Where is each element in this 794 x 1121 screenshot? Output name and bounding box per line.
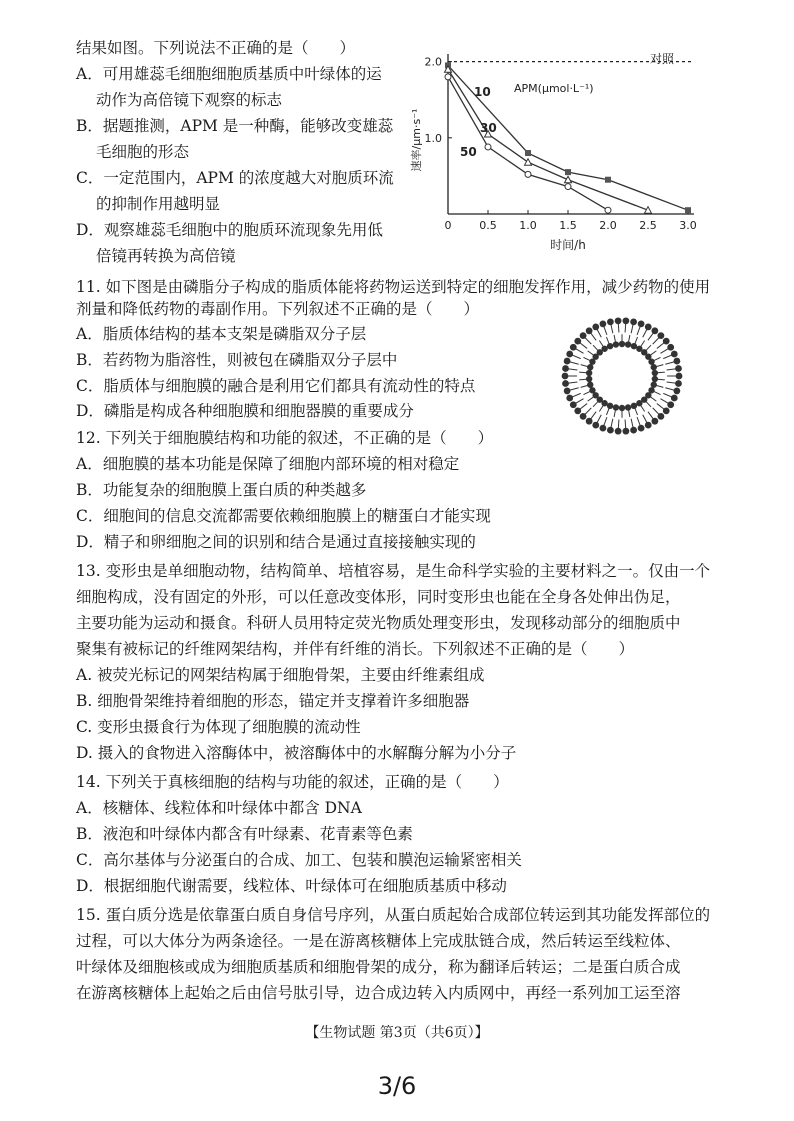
phospholipid-head xyxy=(630,427,637,434)
q12-stem: 12. 下列关于细胞膜结构和功能的叙述，不正确的是（ ） xyxy=(76,429,494,447)
q10-option-b-cont: 毛细胞的形态 xyxy=(96,143,190,161)
phospholipid-head xyxy=(570,401,577,408)
phospholipid-head xyxy=(638,425,645,432)
x-tick-label: 3.0 xyxy=(679,219,697,232)
series-point-50 xyxy=(565,184,571,190)
phospholipid-head xyxy=(587,364,593,370)
y-axis-label: 速率/μm·s⁻¹ xyxy=(410,108,423,172)
phospholipid-head xyxy=(658,413,665,420)
legend-title: APM(μmol·L⁻¹) xyxy=(514,82,594,95)
phospholipid-head xyxy=(619,341,625,347)
phospholipid-head xyxy=(671,395,678,402)
x-tick-label: 1.5 xyxy=(559,219,577,232)
y-tick-label: 1.0 xyxy=(424,131,442,145)
phospholipid-head xyxy=(675,380,682,387)
phospholipid-head xyxy=(601,346,607,352)
q14-option-a: A．核糖体、线粒体和叶绿体中都含 DNA xyxy=(76,799,362,817)
q12-option-a: A．细胞膜的基本功能是保障了细胞内部环境的相对稳定 xyxy=(76,455,460,473)
x-tick-label: 1.0 xyxy=(519,219,537,232)
phospholipid-head xyxy=(600,425,607,432)
q12-option-b: B．功能复杂的细胞膜上蛋白质的种类越多 xyxy=(76,481,367,499)
series-point-10 xyxy=(525,150,531,156)
q15-line4: 在游离核糖体上起始之后由信号肽引导，边合成边转入内质网中，再经一系列加工运至溶 xyxy=(76,984,681,1002)
phospholipid-head xyxy=(574,338,581,345)
phospholipid-head xyxy=(615,317,622,324)
phospholipid-head xyxy=(663,338,670,345)
series-label-30: 30 xyxy=(480,121,497,135)
phospholipid-head xyxy=(607,427,614,434)
phospholipid-head xyxy=(667,344,674,351)
series-label-10: 10 xyxy=(474,85,491,99)
q10-option-a: A．可用雄蕊毛细胞细胞质基质中叶绿体的运 xyxy=(76,65,382,83)
phospholipid-head xyxy=(586,370,592,376)
q14-option-c: C．高尔基体与分泌蛋白的合成、加工、包装和膜泡运输紧密相关 xyxy=(76,851,522,869)
phospholipid-head xyxy=(586,327,593,334)
phospholipid-head xyxy=(564,388,571,395)
phospholipid-head xyxy=(638,321,645,328)
q13-option-d: D. 摄入的食物进入溶酶体中，被溶酶体中的水解酶分解为小分子 xyxy=(76,744,517,762)
series-point-30 xyxy=(565,176,572,183)
q14-option-b: B．液泡和叶绿体内都含有叶绿素、花青素等色素 xyxy=(76,825,413,843)
phospholipid-head xyxy=(600,321,607,328)
phospholipid-head xyxy=(645,324,652,331)
q11-option-d: D．磷脂是构成各种细胞膜和细胞器膜的重要成分 xyxy=(76,402,414,420)
q14-stem: 14. 下列关于真核细胞的结构与功能的叙述，正确的是（ ） xyxy=(76,773,509,791)
y-tick-label: 2.0 xyxy=(424,55,442,69)
q11-stem-line1: 11. 如下图是由磷脂分子构成的脂质体能将药物运送到特定的细胞发挥作用，减少药物的使用 xyxy=(76,278,711,296)
phospholipid-head xyxy=(676,373,683,380)
q15-line3: 叶绿体及细胞核或成为细胞质基质和细胞骨架的成分，称为翻译后转运；二是蛋白质合成 xyxy=(76,958,681,976)
series-point-50 xyxy=(605,207,611,213)
phospholipid-head xyxy=(566,351,573,358)
phospholipid-head xyxy=(673,358,680,365)
q10-option-c: C．一定范围内，APM 的浓度越大对胞质环流 xyxy=(76,169,394,187)
phospholipid-head xyxy=(562,365,569,372)
phospholipid-head xyxy=(651,327,658,334)
series-point-50 xyxy=(525,171,531,177)
series-point-50 xyxy=(485,144,491,150)
phospholipid-head xyxy=(592,422,599,429)
phospholipid-head xyxy=(675,365,682,372)
apm-rate-chart xyxy=(392,48,722,258)
phospholipid-head xyxy=(648,359,654,365)
phospholipid-head xyxy=(607,403,613,409)
phospholipid-head xyxy=(622,317,629,324)
phospholipid-head xyxy=(570,344,577,351)
q10-option-c-cont: 的抑制作用越明显 xyxy=(96,195,221,213)
control-label: 对照 xyxy=(650,52,675,66)
phospholipid-head xyxy=(586,418,593,425)
q11-option-b: B．若药物为脂溶性，则被包在磷脂双分子层中 xyxy=(76,351,398,369)
phospholipid-head xyxy=(625,341,631,347)
q13-stem-line1: 13. 变形虫是单细胞动物，结构简单、培植容易，是生命科学实验的主要材料之一。仅由一个 xyxy=(76,562,711,580)
series-point-10 xyxy=(565,169,571,175)
phospholipid-head xyxy=(622,428,629,435)
phospholipid-head xyxy=(587,382,593,388)
phospholipid-head xyxy=(631,403,637,409)
series-point-10 xyxy=(685,207,691,213)
q10-option-b: B．据题推测，APM 是一种酶，能够改变雄蕊 xyxy=(76,117,394,135)
phospholipid-head xyxy=(625,404,631,410)
phospholipid-head xyxy=(562,373,569,380)
phospholipid-head xyxy=(651,382,657,388)
q15-line2: 过程，可以大体分为两条途径。一是在游离核糖体上完成肽链合成，然后转运至线粒体、 xyxy=(76,932,681,950)
page-number: 3/6 xyxy=(377,1072,417,1100)
liposome-figure xyxy=(546,314,698,438)
q11-option-c: C．脂质体与细胞膜的融合是利用它们都具有流动性的特点 xyxy=(76,377,476,395)
q12-option-d: D．精子和卵细胞之间的识别和结合是通过直接接触实现的 xyxy=(76,533,476,551)
phospholipid-head xyxy=(589,387,595,393)
phospholipid-head xyxy=(663,407,670,414)
phospholipid-head xyxy=(562,380,569,387)
q13-option-b: B. 细胞骨架维持着细胞的形态，锚定并支撑着许多细胞器 xyxy=(76,692,470,710)
series-label-50: 50 xyxy=(460,145,477,159)
phospholipid-head xyxy=(566,395,573,402)
phospholipid-head xyxy=(613,341,619,347)
phospholipid-head xyxy=(580,413,587,420)
series-point-10 xyxy=(605,177,611,183)
q13-stem-line4: 聚集有被标记的纤维网架结构，并伴有纤维的消长。下列叙述不正确的是（ ） xyxy=(76,640,635,658)
phospholipid-head xyxy=(564,358,571,365)
phospholipid-head xyxy=(574,407,581,414)
phospholipid-head xyxy=(615,428,622,435)
series-line-50 xyxy=(448,77,608,210)
x-tick-label: 0.5 xyxy=(479,219,497,232)
phospholipid-head xyxy=(667,401,674,408)
phospholipid-head xyxy=(631,343,637,349)
phospholipid-head xyxy=(592,324,599,331)
q11-option-a: A．脂质体结构的基本支架是磷脂双分子层 xyxy=(76,325,367,343)
x-tick-label: 2.0 xyxy=(599,219,617,232)
phospholipid-head xyxy=(630,318,637,325)
q13-stem-line3: 主要功能为运动和摄食。科研人员用特定荧光物质处理变形虫，发现移动部分的细胞质中 xyxy=(76,614,681,632)
q13-option-c: C. 变形虫摄食行为体现了细胞膜的流动性 xyxy=(76,718,361,736)
q15-line1: 15. 蛋白质分选是依靠蛋白质自身信号序列，从蛋白质起始合成部位转运到其功能发挥部位的 xyxy=(76,906,711,924)
q13-stem-line2: 细胞构成，没有固定的外形，可以任意改变体形，同时变形虫也能在全身各处伸出伪足， xyxy=(76,588,681,606)
phospholipid-head xyxy=(607,318,614,325)
phospholipid-head xyxy=(586,376,592,382)
q10-option-a-cont: 动作为高倍镜下观察的标志 xyxy=(96,91,283,109)
phospholipid-head xyxy=(613,404,619,410)
q12-option-c: C．细胞间的信息交流都需要依赖细胞膜上的糖蛋白才能实现 xyxy=(76,507,491,525)
phospholipid-head xyxy=(673,388,680,395)
x-tick-label: 2.5 xyxy=(639,219,657,232)
q14-option-d: D．根据细胞代谢需要，线粒体、叶绿体可在细胞质基质中移动 xyxy=(76,877,507,895)
x-axis-label: 时间/h xyxy=(550,238,586,252)
q10-option-d: D．观察雄蕊毛细胞中的胞质环流现象先用低 xyxy=(76,221,383,239)
q10-option-d-cont: 倍镜再转换为高倍镜 xyxy=(96,247,236,265)
phospholipid-head xyxy=(671,351,678,358)
phospholipid-head xyxy=(651,418,658,425)
phospholipid-head xyxy=(607,343,613,349)
phospholipid-head xyxy=(651,364,657,370)
q10-stem-end: 结果如图。下列说法不正确的是（ ） xyxy=(76,39,356,57)
phospholipid-head xyxy=(580,332,587,339)
liposome-inner-layer xyxy=(579,334,665,417)
q13-option-a: A. 被荧光标记的网架结构属于细胞骨架，主要由纤维素组成 xyxy=(76,666,485,684)
phospholipid-head xyxy=(636,400,642,406)
series-point-50 xyxy=(445,74,451,80)
q11-stem-line2: 剂量和降低药物的毒副作用。下列叙述不正确的是（ ） xyxy=(76,300,480,318)
phospholipid-head xyxy=(619,405,625,411)
phospholipid-head xyxy=(652,370,658,376)
phospholipid-head xyxy=(645,422,652,429)
phospholipid-head xyxy=(658,332,665,339)
page-footer: 【生物试题 第3页（共6页）】 xyxy=(305,1025,489,1041)
series-point-30 xyxy=(525,159,532,166)
phospholipid-head xyxy=(652,376,658,382)
x-tick-label: 0 xyxy=(444,219,452,232)
